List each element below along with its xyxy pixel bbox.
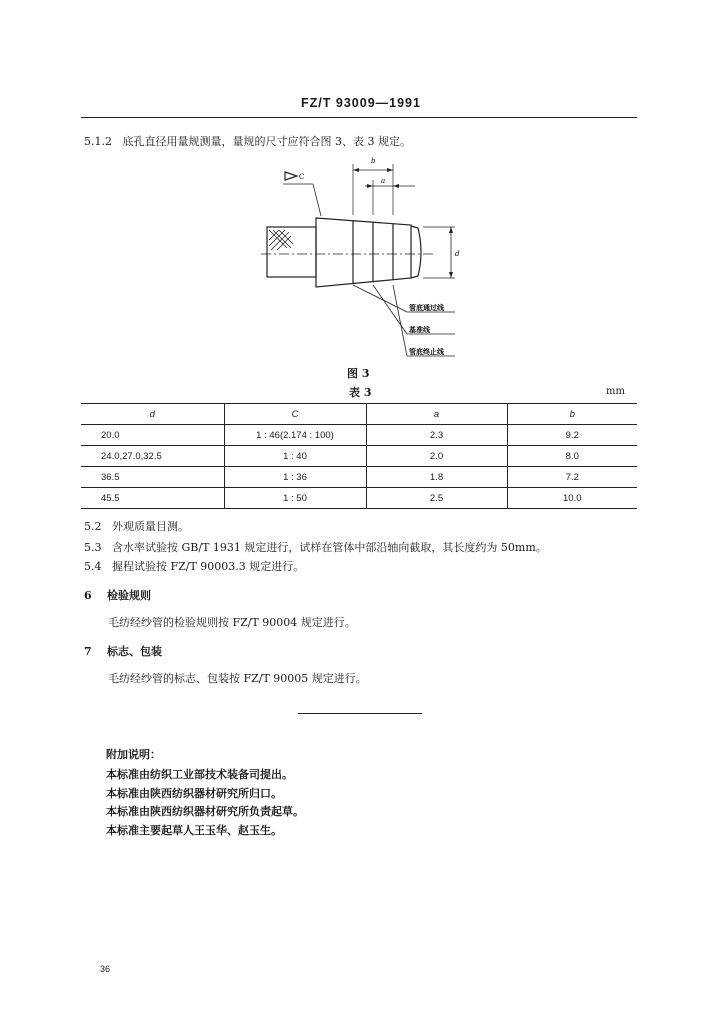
figure-3-gauge-drawing xyxy=(255,150,475,372)
cell-b: 10.0 xyxy=(507,488,637,509)
appendix-line: 本标准由陕西纺织器材研究所归口。 xyxy=(106,787,282,800)
cell-b: 8.0 xyxy=(507,446,637,467)
handle-hatching xyxy=(269,230,293,250)
section-6-heading xyxy=(84,587,151,603)
section-5-2 xyxy=(84,518,189,534)
cell-d: 45.5 xyxy=(81,488,224,509)
section-number: 5.1.2 xyxy=(84,135,112,148)
callout-pass-line: 管底通过线 xyxy=(409,304,444,312)
header-rule xyxy=(81,117,637,118)
cell-d: 24.0,27.0,32.5 xyxy=(81,446,224,467)
cell-d: 20.0 xyxy=(81,425,224,446)
gauge-cone xyxy=(316,218,411,287)
section-7-heading xyxy=(84,643,162,659)
callout-stop-line: 管底终止线 xyxy=(409,348,444,356)
section-number: 7 xyxy=(84,645,92,658)
section-7-body: 毛纺经纱管的标志、包装按 FZ/T 90005 规定进行。 xyxy=(108,672,367,685)
end-separator xyxy=(298,713,422,714)
table-row xyxy=(81,446,637,467)
gauge-tip xyxy=(411,226,421,278)
cell-a: 1.8 xyxy=(366,467,507,488)
cell-a: 2.5 xyxy=(366,488,507,509)
section-title: 标志、包装 xyxy=(106,645,162,658)
label-b: b xyxy=(371,157,376,165)
standard-header: FZ/T 93009—1991 xyxy=(301,96,421,110)
appendix-line: 本标准由纺织工业部技术装备司提出。 xyxy=(106,768,293,781)
section-number: 5.2 xyxy=(84,520,102,533)
section-text: 握程试验按 FZ/T 90003.3 规定进行。 xyxy=(112,560,305,573)
section-text: 含水率试验按 GB/T 1931 规定进行，试样在管体中部沿轴向截取，其长度约为 50mm。 xyxy=(112,541,547,554)
section-text: 底孔直径用量规测量，量规的尺寸应符合图 3、表 3 规定。 xyxy=(122,135,411,148)
section-number: 6 xyxy=(84,589,92,602)
cell-b: 9.2 xyxy=(507,425,637,446)
appendix-title: 附加说明： xyxy=(106,748,161,761)
col-header-b: b xyxy=(507,404,637,425)
cell-d: 36.5 xyxy=(81,467,224,488)
table-unit: mm xyxy=(606,386,625,397)
cell-c: 1 : 50 xyxy=(224,488,366,509)
cell-a: 2.3 xyxy=(366,425,507,446)
figure-caption: 图 3 xyxy=(347,367,370,380)
label-c: C xyxy=(299,173,305,181)
section-title: 检验规则 xyxy=(106,589,151,602)
table-row xyxy=(81,425,637,446)
cell-c: 1 : 36 xyxy=(224,467,366,488)
col-header-a: a xyxy=(366,404,507,425)
table-row xyxy=(81,467,637,488)
table-caption: 表 3 xyxy=(349,386,372,399)
section-number: 5.4 xyxy=(84,560,102,573)
col-header-d: d xyxy=(81,404,224,425)
label-d: d xyxy=(455,250,460,258)
table-header-row xyxy=(81,404,637,425)
section-number: 5.3 xyxy=(84,541,102,554)
table-row xyxy=(81,488,637,509)
section-5-4 xyxy=(84,558,304,574)
appendix-line: 本标准由陕西纺织器材研究所负责起草。 xyxy=(106,805,304,818)
section-5-3 xyxy=(84,539,547,555)
col-header-c: C xyxy=(224,404,366,425)
callout-reference-line: 基准线 xyxy=(409,326,430,334)
table-3 xyxy=(81,403,637,509)
appendix-line: 本标准主要起草人王玉华、赵玉生。 xyxy=(106,824,282,837)
page-number: 36 xyxy=(100,964,111,974)
cell-a: 2.0 xyxy=(366,446,507,467)
cell-c: 1 : 40 xyxy=(224,446,366,467)
cell-c: 1 : 46(2.174 : 100) xyxy=(224,425,366,446)
section-5-1-2 xyxy=(84,133,411,149)
taper-symbol xyxy=(285,172,297,180)
section-text: 外观质量目测。 xyxy=(112,520,189,533)
cell-b: 7.2 xyxy=(507,467,637,488)
section-6-body: 毛纺经纱管的检验规则按 FZ/T 90004 规定进行。 xyxy=(108,616,356,629)
label-a: a xyxy=(381,177,386,185)
